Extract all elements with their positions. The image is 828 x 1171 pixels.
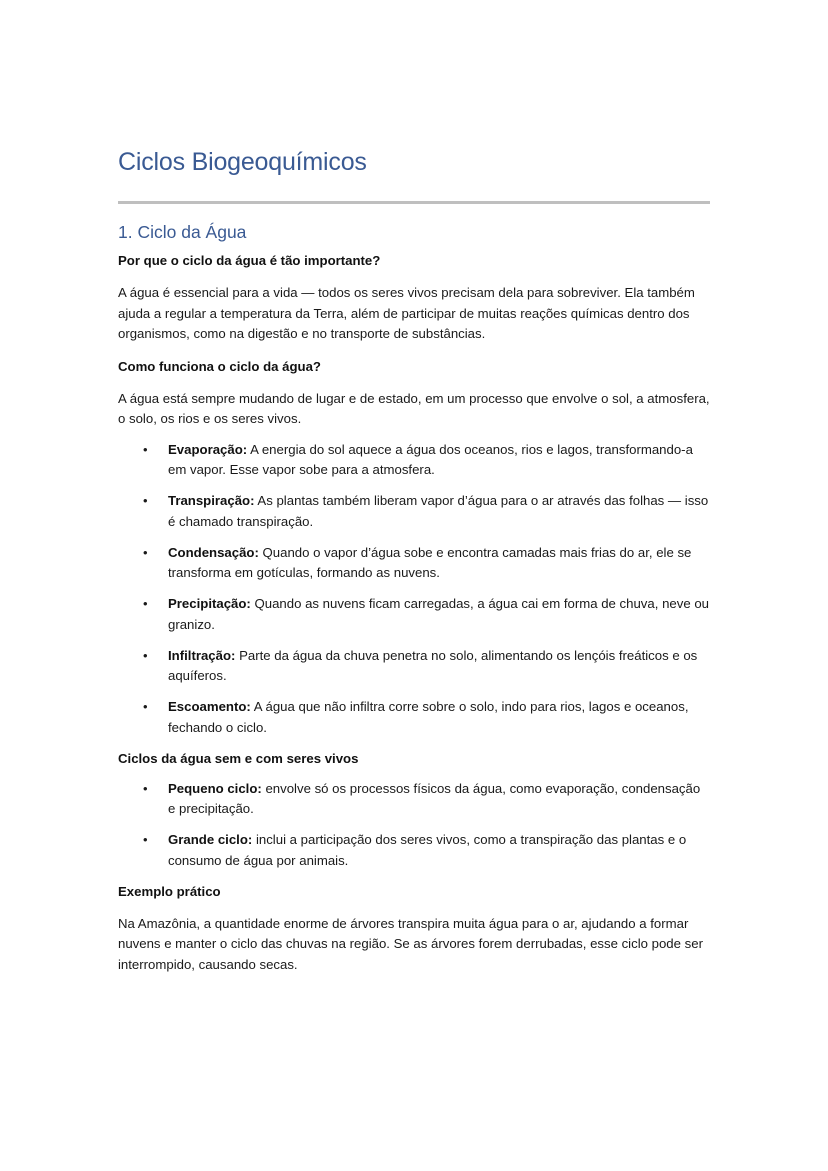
list-item-term: Infiltração: xyxy=(168,647,236,663)
list-item-text: As plantas também liberam vapor d’água para o ar através das folhas — isso é chamado transpiração. xyxy=(168,493,709,529)
title-divider xyxy=(118,201,710,204)
list-item xyxy=(118,543,710,584)
list-item-term: Condensação: xyxy=(168,544,259,560)
bullet-icon: • xyxy=(143,699,148,714)
subheading-importance: Por que o ciclo da água é tão importante? xyxy=(118,253,381,268)
process-list xyxy=(118,440,710,739)
bullet-icon: • xyxy=(143,596,148,611)
list-item-text: envolve só os processos físicos da água, como evaporação, condensação e precipitação. xyxy=(168,780,701,816)
list-item xyxy=(118,646,710,687)
paragraph-how-it-works: A água está sempre mudando de lugar e de estado, em um processo que envolve o sol, a atmosfera, o solo, os rios e os seres vivos. xyxy=(118,390,710,426)
bullet-icon: • xyxy=(143,647,148,663)
paragraph-example: Na Amazônia, a quantidade enorme de árvores transpira muita água para o ar, ajudando a formar nuvens e manter o ciclo das chuvas na região. Se as árvores forem derrubadas, esse ciclo pode ser interrompido, causando secas. xyxy=(118,915,703,972)
list-item xyxy=(118,779,710,820)
list-item-text: Quando as nuvens ficam carregadas, a água cai em forma de chuva, neve ou granizo. xyxy=(168,596,709,632)
list-item-term: Grande ciclo: xyxy=(168,832,253,847)
bullet-icon: • xyxy=(143,544,148,560)
list-item-term: Evaporação: xyxy=(168,441,248,457)
subheading-how-it-works: Como funciona o ciclo da água? xyxy=(118,358,321,374)
bullet-icon: • xyxy=(143,493,148,508)
list-item-term: Precipitação: xyxy=(168,596,251,611)
list-item-term: Transpiração: xyxy=(168,493,255,508)
list-item xyxy=(118,697,710,738)
list-item xyxy=(118,830,710,871)
bullet-icon: • xyxy=(143,780,148,796)
bullet-icon: • xyxy=(143,441,148,457)
list-item-term: Escoamento: xyxy=(168,699,251,714)
list-item-term: Pequeno ciclo: xyxy=(168,780,262,796)
subheading-example: Exemplo prático xyxy=(118,883,221,899)
document-title: Ciclos Biogeoquímicos xyxy=(118,148,367,176)
subheading-cycles: Ciclos da água sem e com seres vivos xyxy=(118,750,359,766)
bullet-icon: • xyxy=(143,832,148,847)
list-item-text: inclui a participação dos seres vivos, como a transpiração das plantas e o consumo de água por animais. xyxy=(168,832,687,868)
list-item-text: A água que não infiltra corre sobre o solo, indo para rios, lagos e oceanos, fechando o ciclo. xyxy=(168,699,689,735)
list-item-text: A energia do sol aquece a água dos oceanos, rios e lagos, transformando-a em vapor. Esse vapor sobe para a atmosfera. xyxy=(168,441,693,477)
list-item xyxy=(118,440,710,481)
section-heading: 1. Ciclo da Água xyxy=(118,222,247,242)
list-item-text: Parte da água da chuva penetra no solo, alimentando os lençóis freáticos e os aquíferos. xyxy=(168,647,698,683)
list-item-text: Quando o vapor d’água sobe e encontra camadas mais frias do ar, ele se transforma em gotículas, formando as nuvens. xyxy=(168,544,692,580)
cycles-list xyxy=(118,779,710,872)
list-item xyxy=(118,594,710,635)
list-item xyxy=(118,491,710,532)
document-page xyxy=(118,140,710,975)
paragraph-importance: A água é essencial para a vida — todos os seres vivos precisam dela para sobreviver. Ela também ajuda a regular a temperatura da Terra, além de participar de muitas reações químicas dentro dos organismos, como na digestão e no transporte de substâncias. xyxy=(118,285,695,341)
